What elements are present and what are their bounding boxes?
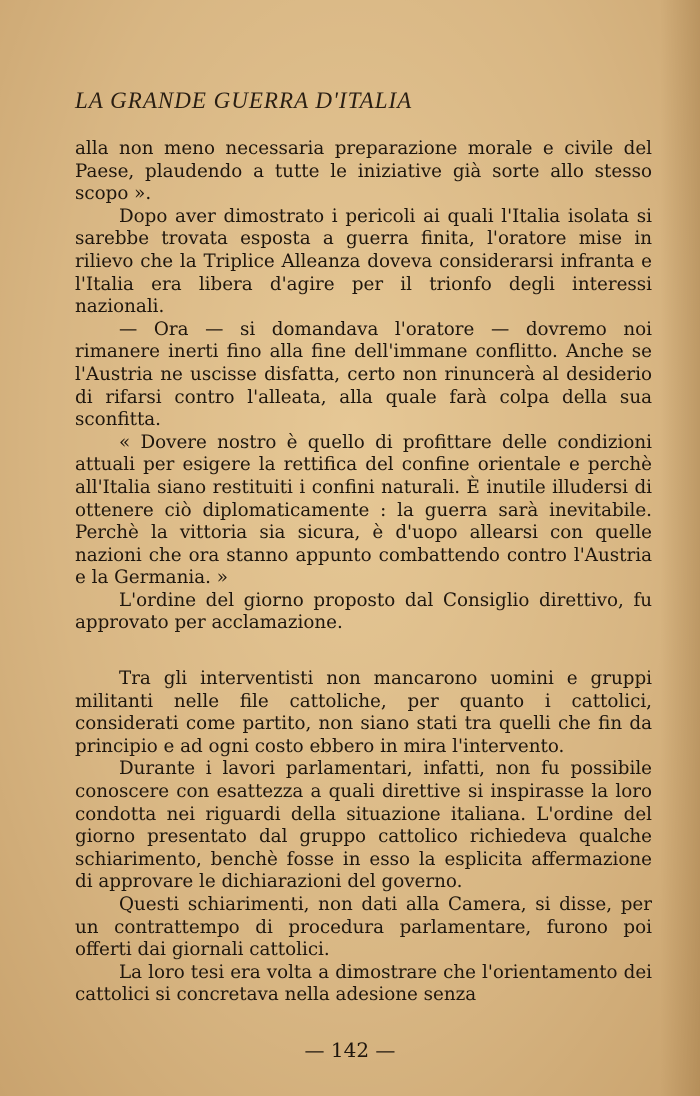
page-edge-shadow	[660, 0, 700, 1096]
paragraph: Questi schiarimenti, non dati alla Camera, si disse, per un contrattempo di procedura parlamentare, furono poi offerti dai giornali cattolici.	[75, 894, 652, 961]
paragraph: Tra gli interventisti non mancarono uomini e gruppi militanti nelle file cattoliche, per quanto i cattolici, considerati come partito, non siano stati tra quelli che fin da principio e ad ogni costo ebbero in mira l'intervento.	[75, 668, 652, 757]
paragraph: Dopo aver dimostrato i pericoli ai quali l'Italia isolata si sarebbe trovata esposta a guerra finita, l'oratore mise in rilievo che la Triplice Alleanza doveva considerarsi infranta e l'Italia era libera d'agire per il trionfo degli interessi nazionali.	[75, 205, 652, 318]
paragraph: alla non meno necessaria preparazione morale e civile del Paese, plaudendo a tutte le iniziative già sorte allo stesso scopo ».	[75, 138, 652, 205]
paragraph: La loro tesi era volta a dimostrare che l'orientamento dei cattolici si concretava nella adesione senza	[75, 961, 652, 1006]
paragraph: « Dovere nostro è quello di profittare delle condizioni attuali per esigere la rettifica del confine orientale e perchè all'Italia siano restituiti i confini naturali. È inutile illudersi di ottenere ciò diplomaticamente : la guerra sarà inevitabile. Perchè la vittoria sia sicura, è d'uopo allearsi con quelle nazioni che ora stanno appunto combattendo contro l'Austria e la Germania. »	[75, 431, 652, 589]
paragraph: — Ora — si domandava l'oratore — dovremo noi rimanere inerti fino alla fine dell'immane conflitto. Anche se l'Austria ne uscisse disfatta, certo non rinuncerà al desiderio di rifarsi contro l'alleata, alla quale farà colpa della sua sconfitta.	[75, 318, 652, 431]
paragraph: Durante i lavori parlamentari, infatti, non fu possibile conoscere con esattezza a quali direttive si inspirasse la loro condotta nei riguardi della situazione italiana. L'ordine del giorno presentato dal gruppo cattolico richiedeva qualche schiarimento, benchè fosse in esso la esplicita affermazione di approvare le dichiarazioni del governo.	[75, 758, 652, 893]
paragraph: L'ordine del giorno proposto dal Consiglio direttivo, fu approvato per acclamazione.	[75, 589, 652, 634]
page-number: — 142 —	[304, 1038, 396, 1062]
running-title: LA GRANDE GUERRA D'ITALIA	[75, 88, 413, 113]
section-break	[75, 635, 652, 668]
page-body	[75, 138, 652, 1007]
